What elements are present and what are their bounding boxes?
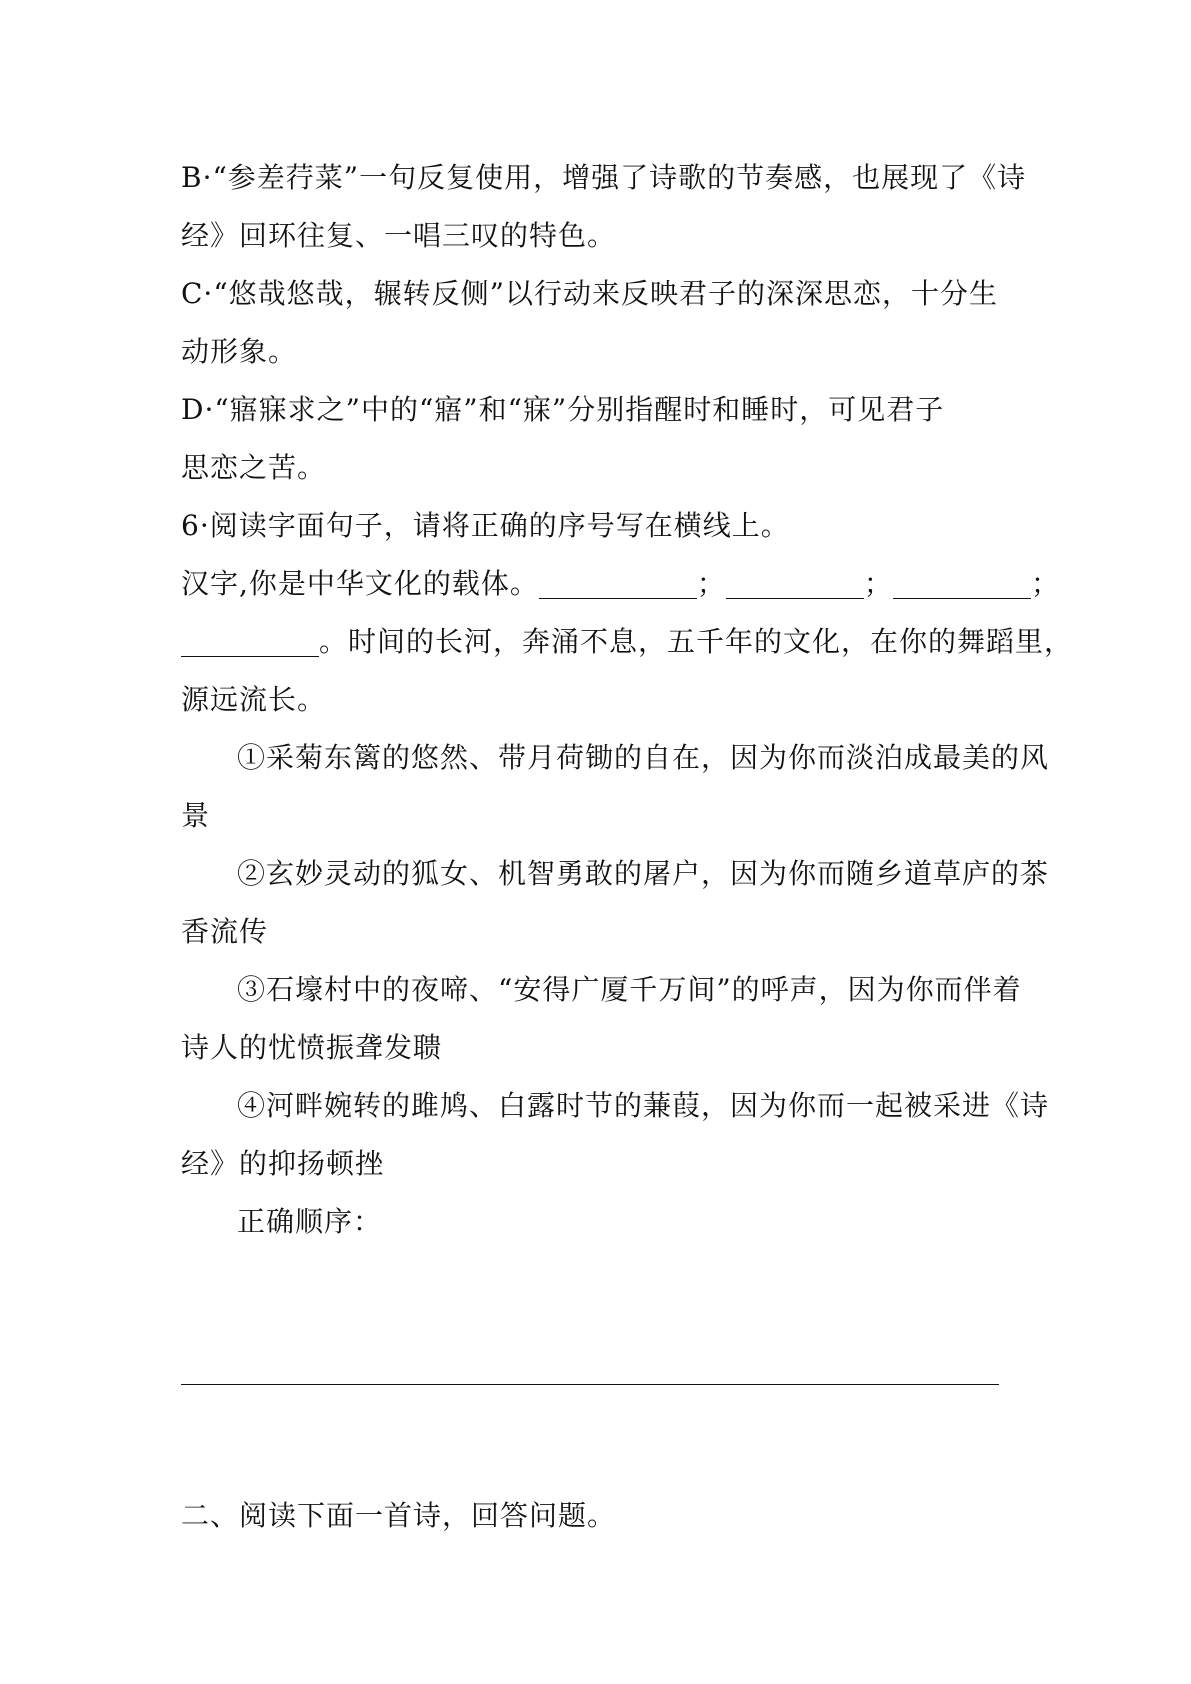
item-4-line-2: 经》的抑扬顿挫 bbox=[181, 1147, 385, 1180]
question-6-sentence-end: 源远流长。 bbox=[181, 683, 327, 716]
answer-line[interactable] bbox=[181, 1384, 999, 1385]
question-6-title: 6·阅读字面句子，请将正确的序号写在横线上。 bbox=[181, 509, 790, 542]
item-1-line-1: ①采菊东篱的悠然、带月荷锄的自在，因为你而淡泊成最美的风 bbox=[237, 741, 1050, 774]
separator: ； bbox=[863, 567, 893, 600]
question-6-sentence-line-1 bbox=[181, 564, 1060, 604]
item-3-line-2: 诗人的忧愤振聋发聩 bbox=[181, 1031, 443, 1064]
question-6-sentence-line-2 bbox=[181, 622, 1074, 662]
option-c-line-2: 动形象。 bbox=[181, 335, 298, 368]
answer-blank-1[interactable] bbox=[539, 570, 697, 599]
item-3-line-1: ③石壕村中的夜啼、“安得广厦千万间”的呼声，因为你而伴着 bbox=[237, 973, 1022, 1006]
question-6-lead-text: 汉字,你是中华文化的载体。 bbox=[181, 567, 539, 600]
item-2-line-2: 香流传 bbox=[181, 915, 269, 948]
separator: ； bbox=[696, 567, 726, 600]
separator: ； bbox=[1030, 567, 1060, 600]
item-4-line-1: ④河畔婉转的雎鸠、白露时节的蒹葭，因为你而一起被采进《诗 bbox=[237, 1089, 1050, 1122]
option-c-line-1: C·“悠哉悠哉，辗转反侧”以行动来反映君子的深深思恋，十分生 bbox=[181, 277, 998, 310]
section-2-heading: 二、阅读下面一首诗，回答问题。 bbox=[181, 1499, 617, 1532]
option-d-line-1: D·“寤寐求之”中的“寤”和“寐”分别指醒时和睡时，可见君子 bbox=[181, 393, 945, 426]
answer-blank-3[interactable] bbox=[893, 570, 1031, 599]
option-d-line-2: 思恋之苦。 bbox=[181, 451, 327, 484]
item-2-line-1: ②玄妙灵动的狐女、机智勇敢的屠户，因为你而随乡道草庐的茶 bbox=[237, 857, 1050, 890]
answer-label: 正确顺序： bbox=[237, 1205, 383, 1238]
answer-blank-2[interactable] bbox=[726, 570, 864, 599]
answer-blank-4[interactable] bbox=[181, 628, 319, 657]
item-1-line-2: 景 bbox=[181, 799, 211, 832]
question-6-after-text: 。时间的长河，奔涌不息，五千年的文化，在你的舞蹈里， bbox=[319, 625, 1074, 658]
option-b-line-1: B·“参差荇菜”一句反复使用，增强了诗歌的节奏感，也展现了《诗 bbox=[181, 161, 1027, 194]
option-b-line-2: 经》回环往复、一唱三叹的特色。 bbox=[181, 219, 617, 252]
